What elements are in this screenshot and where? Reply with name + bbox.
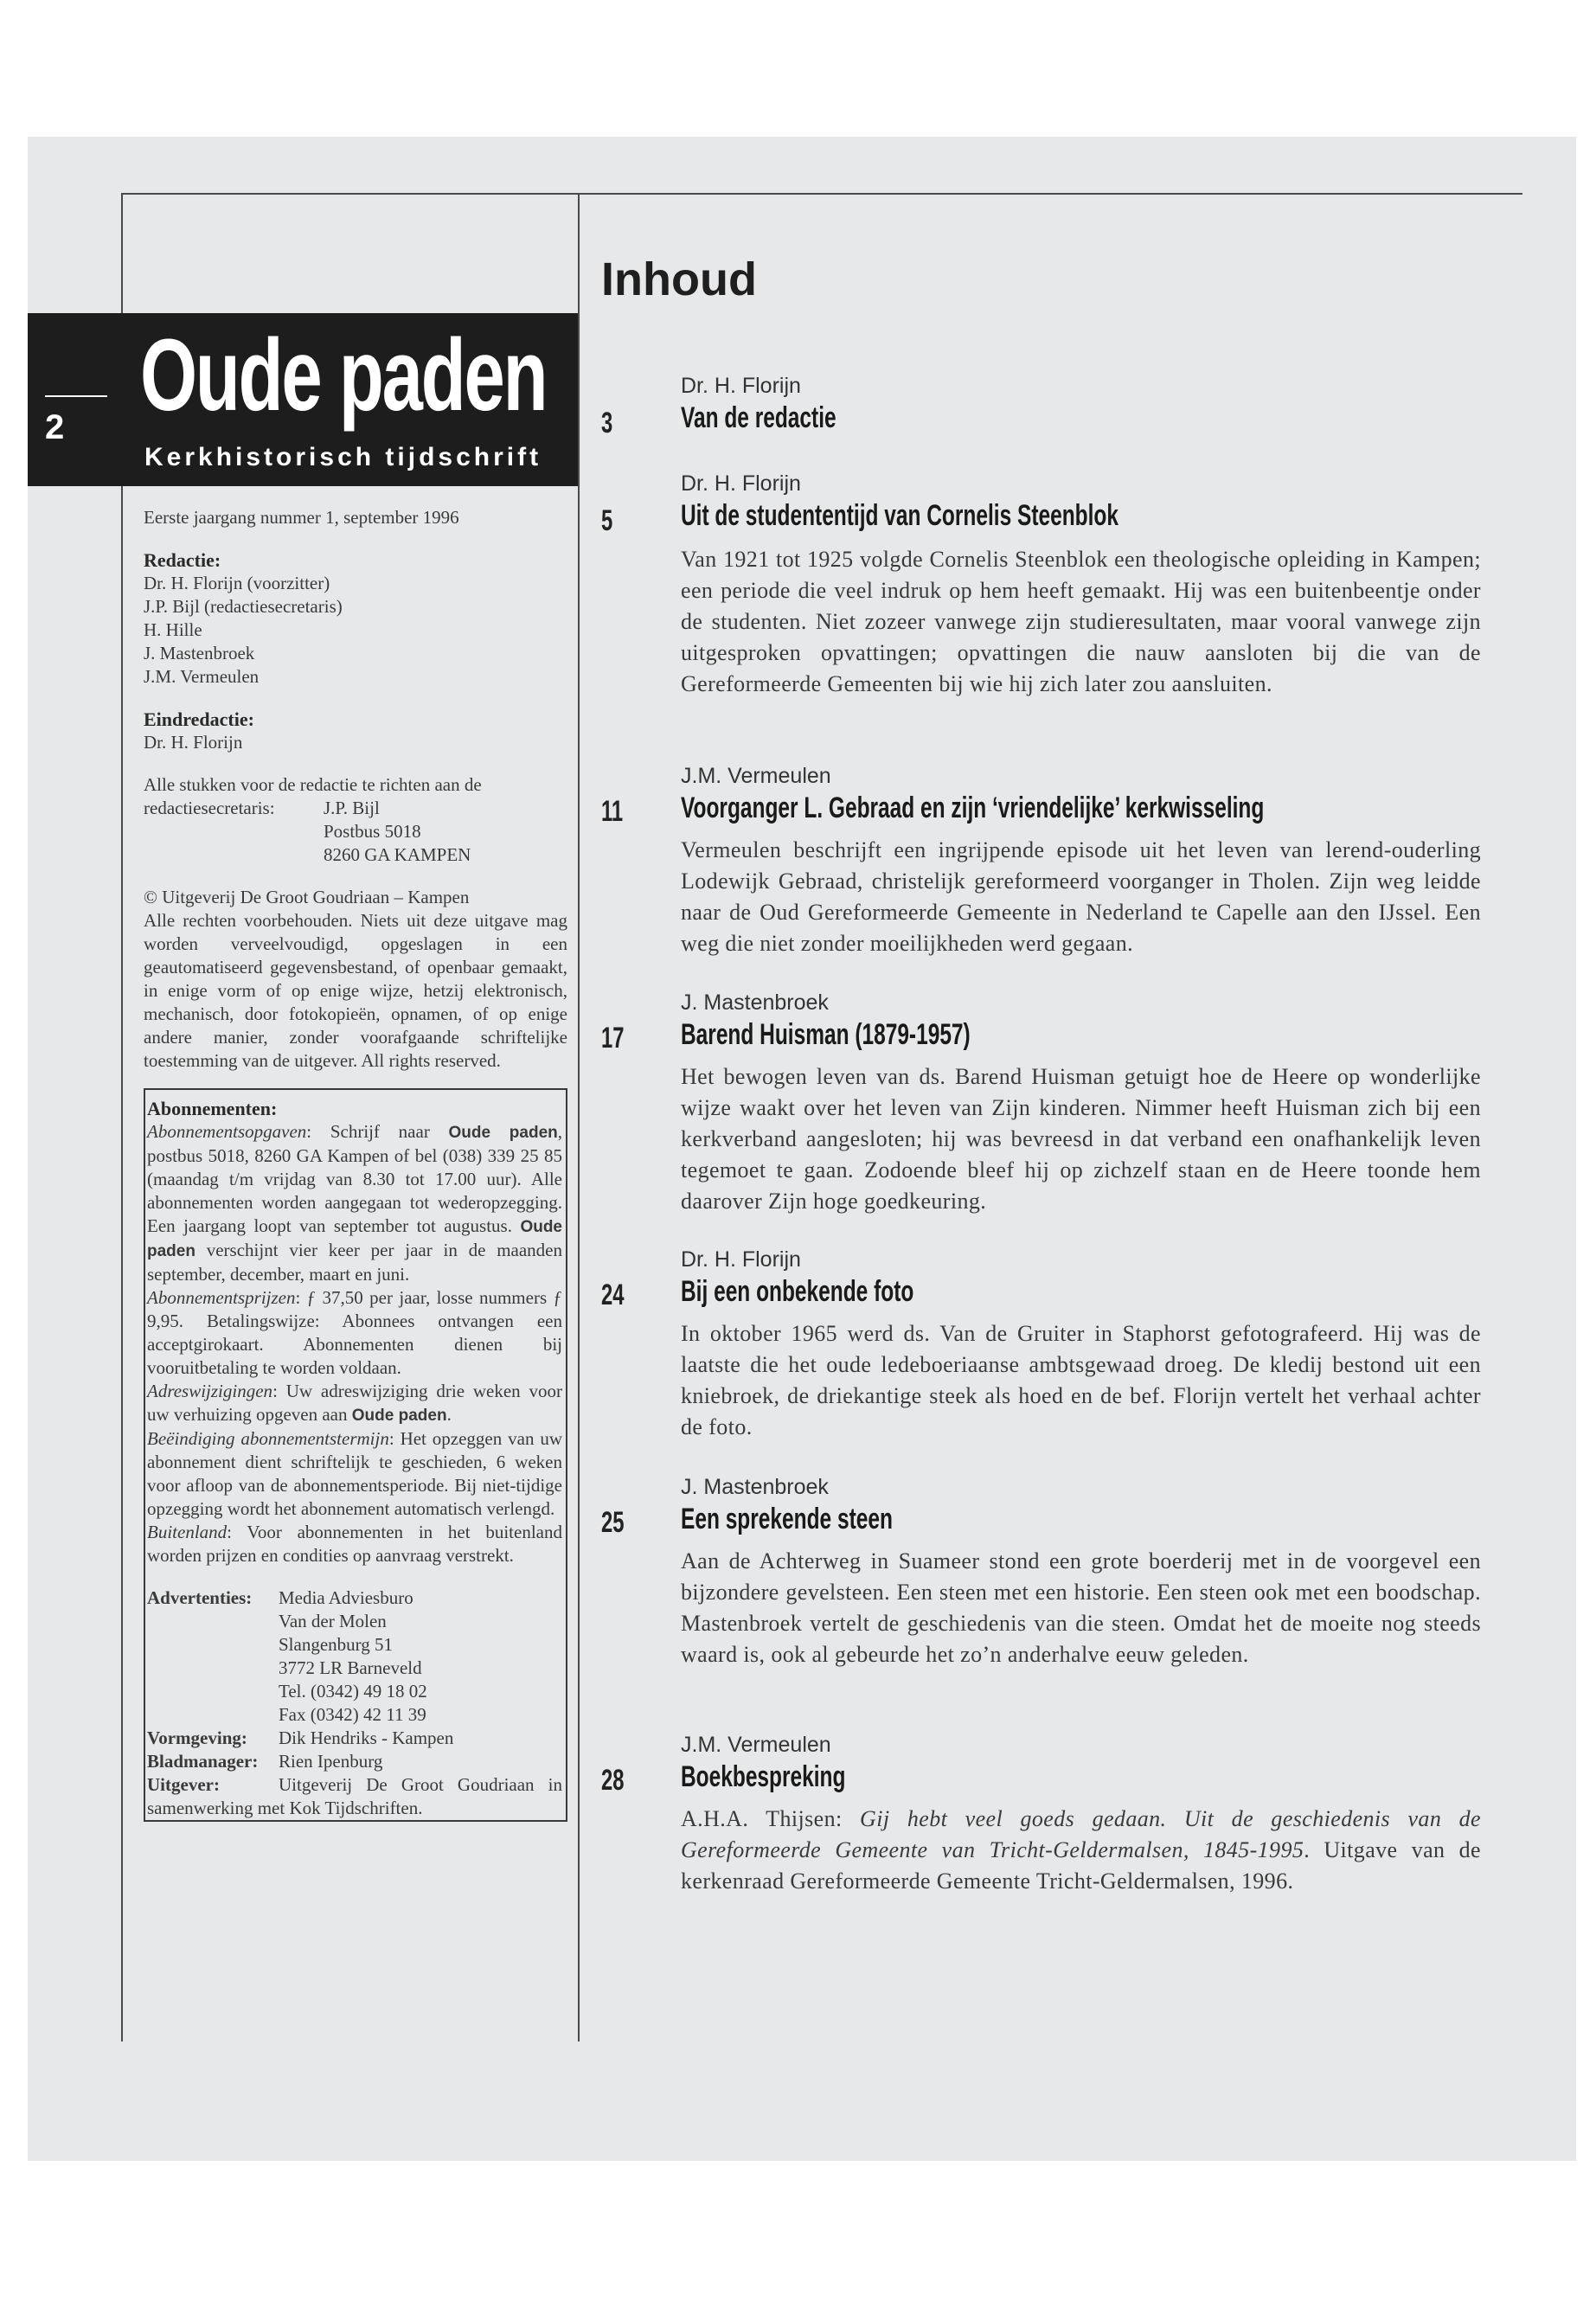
address-line: J.P. Bijl xyxy=(324,798,380,818)
uitgever: Uitgever: Uitgeverij De Groot Goudriaan in samenwerking met Kok Tijdschriften. xyxy=(147,1774,562,1818)
top-rule xyxy=(121,193,1522,195)
bladmanager: Bladmanager: Rien Ipenburg xyxy=(147,1751,383,1772)
address-line: Postbus 5018 xyxy=(324,821,421,842)
page-number: 2 xyxy=(45,408,65,446)
entry-description: Van 1921 tot 1925 volgde Cornelis Steenblok een theologische opleiding in Kampen; een periode die veel indruk op hem heeft gemaakt. Hij was een buitenbeentje onder de studenten. Niet zozeer vanwege zijn studieresultaten, maar vooral vanwege zijn uitgesproken opvattingen; opvattingen die nauw aansloten bij die van de Gereformeerde Gemeenten bij wie hij zich later zou aansluiten. xyxy=(681,547,1481,696)
masthead-banner xyxy=(28,313,578,486)
entry-author: J.M. Vermeulen xyxy=(681,764,831,788)
journal-title: Oude paden xyxy=(140,318,547,433)
eindredactie-name: Dr. H. Florijn xyxy=(144,732,243,753)
redactie-member: J.P. Bijl (redactiesecretaris) xyxy=(144,596,343,617)
beeindiging: Beëindiging abonnementstermijn: Het opzeggen van uw abonnement dient schriftelijk te geschieden, 6 weken voor afloop van de abonnementsperiode. Bij niet-tijdige opzegging wordt het abonnement automatisch verlengd. xyxy=(147,1428,562,1519)
entry-page-number: 28 xyxy=(601,1764,625,1797)
entry-description: Vermeulen beschrijft een ingrijpende episode uit het leven van lerend-ouderling Lodewijk Gebraad, christelijk gereformeerd voorganger in Tholen. Zijn weg leidde naar de Oud Gereformeerde Gemeente in Nederland te Capelle aan den IJssel. Een weg die niet zonder moeilijkheden werd gegaan. xyxy=(681,837,1481,956)
advertenties-line: Fax (0342) 42 11 39 xyxy=(279,1704,426,1725)
journal-logo-inline: Oude paden xyxy=(147,1218,562,1260)
redactie-heading: Redactie: xyxy=(144,549,221,571)
column-divider xyxy=(578,193,580,2041)
entry-author: Dr. H. Florijn xyxy=(681,374,801,398)
entry-page-number: 5 xyxy=(601,504,613,537)
advertenties-line: Slangenburg 51 xyxy=(279,1634,394,1655)
redactie-member: J.M. Vermeulen xyxy=(144,666,260,687)
entry-author: Dr. H. Florijn xyxy=(681,1247,801,1272)
entry-page-number: 3 xyxy=(601,407,613,439)
abonnementen-heading: Abonnementen: xyxy=(147,1098,278,1119)
entry-title: Van de redactie xyxy=(681,401,836,434)
eindredactie-heading: Eindredactie: xyxy=(144,708,254,730)
entry-title: Voorganger L. Gebraad en zijn ‘vriendelijke’ kerkwisseling xyxy=(681,792,1265,824)
entry-title: Uit de studententijd van Cornelis Steenblok xyxy=(681,499,1118,532)
correspondence-line: Alle stukken voor de redactie te richten aan de xyxy=(144,774,482,795)
entry-author: J. Mastenbroek xyxy=(681,990,829,1015)
journal-logo-inline: Oude paden xyxy=(448,1124,558,1142)
subscription-box xyxy=(144,1088,567,1822)
advertenties-line: Media Adviesburo xyxy=(279,1587,413,1608)
advertenties-line: Tel. (0342) 49 18 02 xyxy=(279,1681,427,1702)
vormgeving: Vormgeving: Dik Hendriks - Kampen xyxy=(147,1727,454,1748)
journal-logo-inline: Oude paden xyxy=(351,1407,447,1425)
entry-title: Barend Huisman (1879-1957) xyxy=(681,1018,971,1051)
entry-page-number: 17 xyxy=(601,1022,625,1054)
entry-title: Boekbespreking xyxy=(681,1760,846,1793)
page-number-rule xyxy=(45,395,107,397)
entry-page-number: 24 xyxy=(601,1279,625,1311)
redactie-member: J. Mastenbroek xyxy=(144,643,255,663)
advertenties-line: 3772 LR Barneveld xyxy=(279,1657,422,1678)
issue-info: Eerste jaargang nummer 1, september 1996 xyxy=(144,507,459,528)
redactie-member: H. Hille xyxy=(144,619,202,640)
colophon xyxy=(144,506,567,1822)
entry-description: In oktober 1965 werd ds. Van de Gruiter in Staphorst gefotografeerd. Hij was de laatste die het oude ledeboeriaanse ambtsgewaad droeg. De kledij bestond uit een kniebroek, de driekantige steek als hoed en de bef. Florijn vertelt het verhaal achter de foto. xyxy=(681,1321,1481,1439)
abonnementsprijzen: Abonnementsprijzen: ƒ 37,50 per jaar, losse nummers ƒ 9,95. Betalingswijze: Abonnees ontvangen een acceptgirokaart. Abonnementen dienen bij vooruitbetaling te worden voldaan. xyxy=(147,1287,562,1378)
entry-author: J. Mastenbroek xyxy=(681,1475,829,1499)
entry-description: Het bewogen leven van ds. Barend Huisman getuigt hoe de Heere op wonderlijke wijze waakt over het leven van Zijn kinderen. Nimmer heeft Huisman zich bij een kerkverband aangesloten; hij was bevreesd in dat verband een onafhankelijk leven tegemoet te gaan. Zodoende bleef hij op zichzelf staan en de Heere toonde hem daarover Zijn hoge goedkeuring. xyxy=(681,1064,1481,1214)
contents-heading: Inhoud xyxy=(601,253,757,305)
correspondence-label: redactiesecretaris: xyxy=(144,798,275,818)
abonnementsopgaven: Abonnementsopgaven: Schrijf naar Oude paden, postbus 5018, 8260 GA Kampen of bel (038) 339 25 85 (maandag t/m vrijdag van 8.30 tot 17.00 uur). Alle abonnementen worden aangegaan tot wederopzegging. Een jaargang loopt van september tot augustus. Oude paden verschijnt vier keer per jaar in de maanden september, december, maart en juni. xyxy=(147,1121,562,1285)
entry-description: Aan de Achterweg in Suameer stond een grote boerderij met in de voorgevel een bijzondere gevelsteen. Een steen met een historie. Een steen ook met een boodschap. Mastenbroek vertelt de geschiedenis van die steen. Omdat het de moeite nog steeds waard is, ook al gebeurde het zo’n anderhalve eeuw geleden. xyxy=(681,1548,1481,1667)
left-rule-lower xyxy=(121,484,123,2041)
rights-notice: Alle rechten voorbehouden. Niets uit deze uitgave mag worden verveelvoudigd, opgeslagen in een geautomatiseerd gegevensbestand, of openbaar gemaakt, in enige vorm of op enige wijze, hetzij elektronisch, mechanisch, door fotokopieën, opnamen, of op enige andere manier, zonder voorafgaande schriftelijke toestemming van de uitgever. All rights reserved. xyxy=(144,910,567,1071)
entry-title: Bij een onbekende foto xyxy=(681,1275,914,1308)
entry-author: Dr. H. Florijn xyxy=(681,471,801,496)
address-line: 8260 GA KAMPEN xyxy=(324,844,471,865)
entry-page-number: 25 xyxy=(601,1506,625,1539)
entry-author: J.M. Vermeulen xyxy=(681,1733,831,1757)
left-rule xyxy=(121,193,123,314)
advertenties: Advertenties: Media Adviesburo Van der Molen Slangenburg 51 3772 LR Barneveld Tel. (0342) 49 18 02 Fax (0342) 42 11 39 xyxy=(147,1586,562,1727)
advertenties-line: Van der Molen xyxy=(279,1611,387,1631)
entry-description: A.H.A. Thijsen: Gij hebt veel goeds gedaan. Uit de geschiedenis van de Gereformeerde Gemeente van Tricht-Geldermalsen, 1845-1995. Uitgave van de kerkenraad Gereformeerde Gemeente Tricht-Geldermalsen, 1996. xyxy=(681,1806,1481,1894)
correspondence-address xyxy=(144,797,567,867)
entry-title: Een sprekende steen xyxy=(681,1503,893,1535)
buitenland: Buitenland: Voor abonnementen in het buitenland worden prijzen en condities op aanvraag verstrekt. xyxy=(147,1522,562,1566)
copyright: © Uitgeverij De Groot Goudriaan – Kampen xyxy=(144,887,470,907)
journal-subtitle: Kerkhistorisch tijdschrift xyxy=(144,443,542,471)
adreswijzigingen: Adreswijzigingen: Uw adreswijziging drie weken voor uw verhuizing opgeven aan Oude paden. xyxy=(147,1381,562,1425)
redactie-member: Dr. H. Florijn (voorzitter) xyxy=(144,573,330,593)
entry-page-number: 11 xyxy=(601,795,624,828)
